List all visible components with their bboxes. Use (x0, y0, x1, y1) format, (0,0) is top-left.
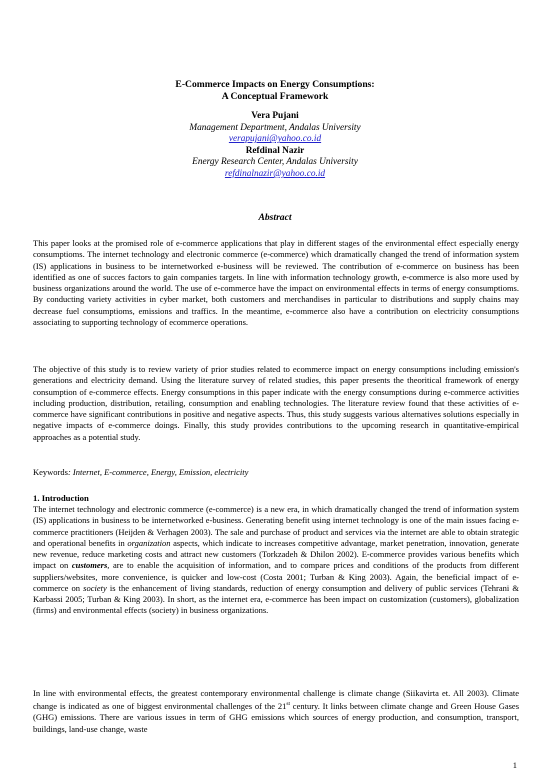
emphasis-customers: customers (71, 560, 108, 571)
abstract-heading: Abstract (258, 212, 292, 223)
introduction-paragraph-1 (33, 504, 519, 617)
title-line-1: E-Commerce Impacts on Energy Consumptions: (175, 79, 375, 90)
author-email-link[interactable]: verapujani@yahoo.co.id (228, 134, 322, 145)
text-run: aspects, which indicate to increases competitive advantage, market penetration, innovation, generate new revenue, reduce marketing costs and attract new customers (Torkzadeh & Dhilon 2002). E-commerce provides various benefits which impact on (33, 537, 519, 571)
abstract-paragraph-2: The objective of this study is to review variety of prior studies related to ecommerce impact on energy consumptions including emission's generations and electricity demand. Using the literature survey of related studies, this paper presents the theoritical framework of energy consumption of e-commerce effects. Energy consumptions in this paper indicate with the energy consumptions during e-commerce activities including production, distribution, retailing, consumption and enabling technologies. The literature review found that these activities of e-commerce have significant contributions in positive and negative aspects. Thus, this study suggests various alternatives solutions especially in negative impacts of e-commerce doings. Finally, this study provides contributions to the upcoming research in quantitative-empirical approaches as a potential study. (33, 364, 519, 442)
abstract-paragraph-1: This paper looks at the promised role of e-commerce applications that play in different stages of the environmental effect especially energy consumptioms. The internet technology and electronic commerce (e-commerce) which dramatically changed the trend of information system (IS) applications in business to be internetworked e-business will be reviewed. The contribution of e-commerce on business has been identified as one of succes factors to gain companies targets. In line with information technology growth, e-commerce is also more used by business organizations around the world. The use of e-commerce have the impact on environmental effects in terms of energy consumptioms. By conducting variety activities in cyber market, both customers and merchandises in particular to distributions and supply chains may decrease fuel consumptioms, emissions and traffics. In the meantime, e-commerce also have a contribution on electricity consumptions associating to supporting technology of ecommerce operations. (33, 238, 519, 327)
introduction-paragraph-2 (33, 688, 519, 735)
abstract-body-2 (33, 364, 519, 443)
text-run: century. It links between climate change and Green House Gases (GHG) emissions. There are various issues in term of GHG emissions which sources of energy production, and consumption, transport, buildings, land-use change, waste (33, 701, 520, 734)
emphasis-society: society (83, 582, 107, 593)
paper-title (0, 79, 550, 103)
author-name: Vera Pujani (251, 111, 299, 121)
keywords-list: : Internet, E-commerce, Energy, Emission, electricity (67, 467, 249, 477)
introduction-body (33, 504, 519, 617)
section-heading-introduction: 1. Introduction (33, 493, 89, 503)
ordinal-superscript: st (286, 701, 291, 708)
author-affiliation: Energy Research Center, Andalas University (192, 157, 358, 168)
title-line-2: A Conceptual Framework (221, 91, 329, 102)
abstract-body (33, 238, 519, 328)
author-affiliation: Management Department, Andalas University (189, 122, 361, 133)
keywords-line (33, 467, 519, 478)
text-run: , are to enable the acquisition of information, and to compare prices and conditions of the products from different suppliers/websites, more convenience, is quicker and low-cost (Costa 2001; Turban & King 2003). Again, the beneficial impact of e-commerce on (33, 560, 519, 593)
keywords-label: Keywords (33, 467, 68, 477)
author-block (0, 111, 550, 181)
emphasis-organization: organization (127, 537, 171, 548)
introduction-body-2 (33, 688, 519, 735)
author-email-link[interactable]: refdinalnazir@yahoo.co.id (224, 168, 326, 179)
page-number: 1 (512, 760, 517, 770)
text-run: In line with environmental effects, the greatest contemporary environmental challenge is climate change (Siikavirta et. All 2003). Climate change is indicated as one of biggest environmental challenges of the 21 (33, 688, 519, 712)
text-run: is the enhancement of living standards, reduction of energy consumption and delivery of public services (Tehrani & Karbassi 2005; Turban & King 2003). In short, as the internet era, e-commerce has been impact on customization (customers), globalization (firms) and environmental effects (society) in business organizations. (33, 582, 519, 616)
text-run: The internet technology and electronic commerce (e-commerce) is a new era, in which dramatically changed the trend of information system (IS) applications in business to be internetworked e-business. Generating benefit using internet technology is one of the main issues facing e-commerce practitioners (Heijden & Verhagen 2003). The sale and purchase of product and services via the internet are able to obtain strategic and operational benefits in (33, 504, 519, 548)
author-name: Refdinal Nazir (245, 145, 305, 156)
